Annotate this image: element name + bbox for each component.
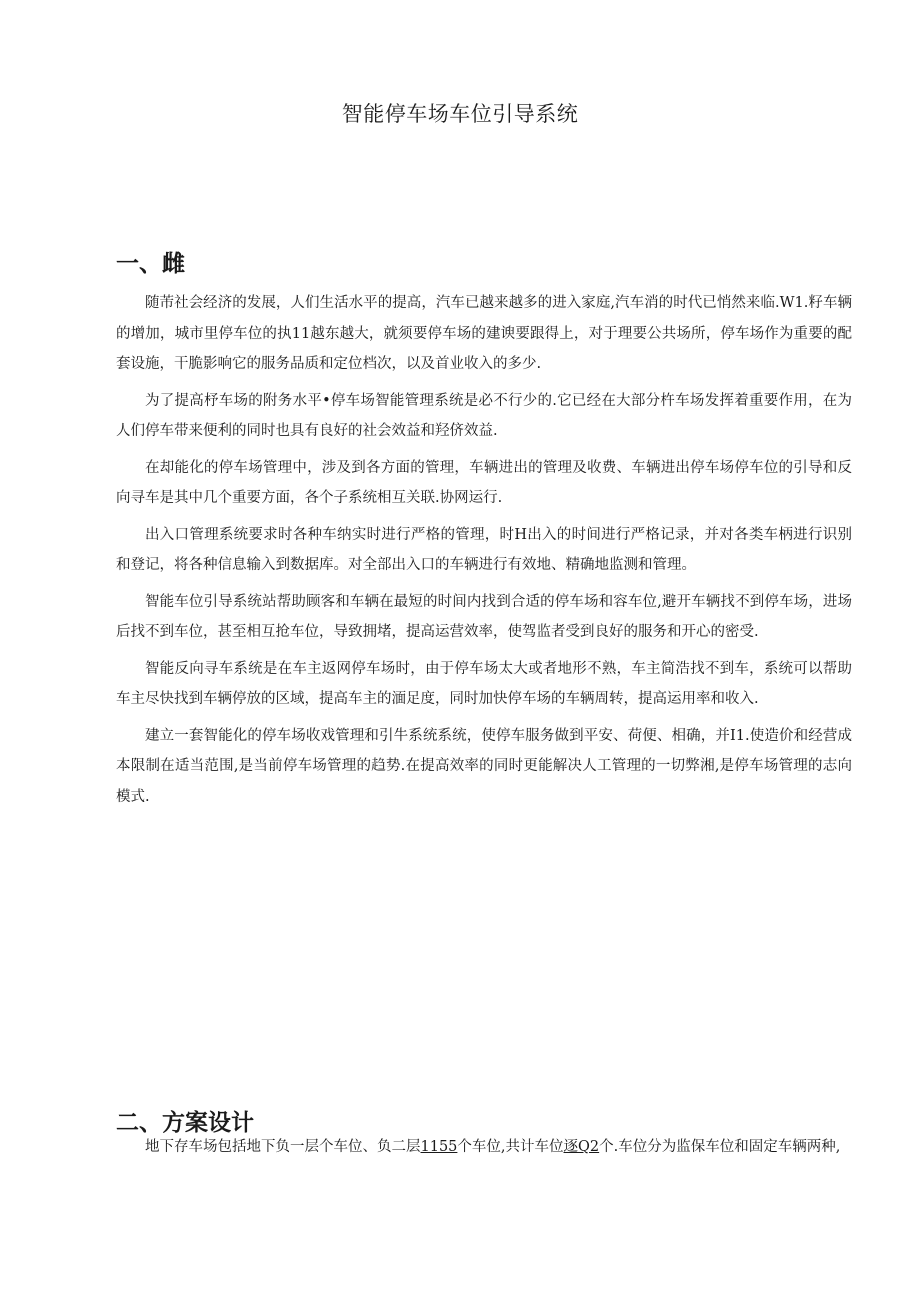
paragraph: 在却能化的停车场管理中，涉及到各方面的管理，车辆进出的管理及收费、车辆进出停车场停车位的引导和反向寻车是其中几个重要方面，各个子系统相互关联.协网运行. bbox=[116, 459, 852, 506]
paragraph: 出入口管理系统要求时各种车纳实时进行严格的管理，时H出入的时间进行严格记录，并对各类车柄进行识别和登记，将各种信息输入到数据库。对全部出入口的车辆进行有效地、精确地监测和管理。 bbox=[116, 526, 852, 573]
section-design-body bbox=[116, 1137, 852, 1157]
underlined-number: 1155 bbox=[420, 1139, 458, 1155]
paragraph: 智能反向寻车系统是在车主返网停车场时，由于停车场太大或者地形不熟，车主简浩找不到车，系统可以帮助车主尽快找到车辆停放的区域，提高车主的湎足度，同时加快停车场的车辆周转，提高运用率和收入. bbox=[116, 660, 852, 707]
paragraph bbox=[116, 1137, 852, 1157]
paragraph: 智能车位引导系统站帮助顾客和车辆在最短的时间内找到合适的停车场和容车位,避开车辆找不到停车场，进场后找不到车位，甚至相互抢车位，导致拥堵，提高运营效率，使驾监者受到良好的服务和开心的密受. bbox=[116, 593, 852, 640]
paragraph: 随芾社会经济的发展，人们生活水平的提高，汽车已越来越多的进入家庭,汽车消的时代已悄然来临.W1.籽车辆的增加，城市里停车位的执11越东越大，就须要停车场的建谀要跟得上，对于理要公共场所，停车场作为重要的配套设施，干脆影响它的服务品质和定位档次，以及首业收入的多少. bbox=[116, 295, 852, 372]
paragraph: 建立一套智能化的停车场收戏管理和引牛系统系统，使停车服务做到平安、荷便、相确，并I1.使造价和经营成本限制在适当范围,是当前停车场管理的趋势.在提高效率的同时更能解决人工管理的一切弊湘,是停车场管理的志向模式. bbox=[116, 727, 852, 805]
paragraph: 为了提高杼车场的附务水平•停车场智能管理系统是必不行少的.它已经在大部分杵车场发挥着重要作用，在为人们停车带来便利的同时也具有良好的社会效益和羟侪效益. bbox=[116, 392, 852, 439]
underlined-number: 逐Q2 bbox=[563, 1139, 600, 1155]
text-run: 地下存车场包括地下负一层个车位、负二层 bbox=[145, 1139, 421, 1155]
section-introduction-body bbox=[116, 288, 852, 818]
text-run: 个车位,共计车位 bbox=[457, 1139, 564, 1155]
section-heading-introduction: 一、雌 bbox=[116, 251, 185, 277]
section-heading-design: 二、方案设计 bbox=[116, 1110, 254, 1136]
text-run: 个.车位分为监保车位和固定车辆两种, bbox=[599, 1139, 841, 1155]
document-title: 智能停车场车位引导系统 bbox=[341, 102, 579, 126]
